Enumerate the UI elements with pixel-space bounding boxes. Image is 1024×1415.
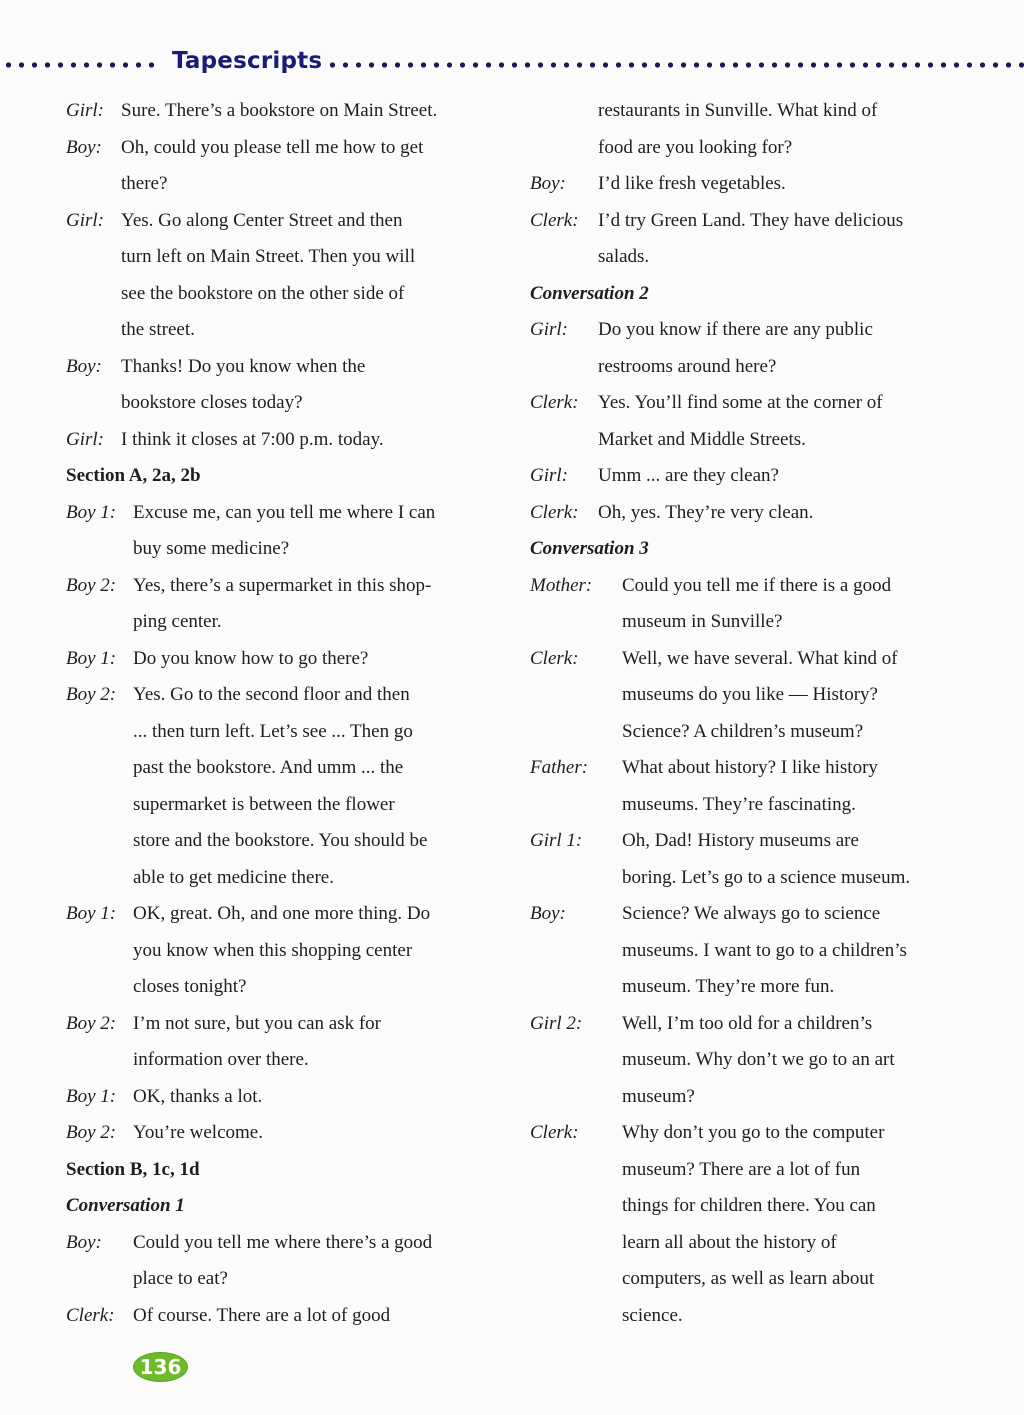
- dialogue-text: Yes, there’s a supermarket in this shop-: [133, 574, 432, 596]
- dialogue-text: Excuse me, can you tell me where I can: [133, 501, 436, 523]
- speaker-label: Girl:: [66, 100, 104, 121]
- dialogue-continuation: [530, 1042, 970, 1079]
- dialogue-continuation: [66, 604, 506, 641]
- speaker-label: Girl:: [66, 428, 104, 450]
- speaker-label: Boy 1:: [66, 903, 117, 924]
- dialogue-continuation: [66, 1261, 506, 1298]
- conversation-heading: [530, 276, 970, 313]
- speaker-label: Boy 2:: [66, 1012, 117, 1034]
- dialogue-continuation: [66, 166, 506, 203]
- speaker-label: Girl 1:: [530, 830, 583, 851]
- dialogue-continuation: [530, 933, 970, 970]
- dialogue-text: museum in Sunville?: [622, 611, 783, 632]
- dialogue-text: ping center.: [133, 611, 222, 632]
- dialogue-continuation: [530, 1188, 970, 1225]
- speaker-label: Boy 2:: [66, 574, 117, 596]
- dialogue-line: [530, 568, 970, 605]
- dialogue-continuation: [530, 130, 970, 167]
- dialogue-text: Yes. Go along Center Street and then: [121, 209, 403, 231]
- dialogue-line: [66, 1298, 506, 1335]
- dialogue-text: Why don’t you go to the computer: [622, 1122, 885, 1143]
- dialogue-text: OK, great. Oh, and one more thing. Do: [133, 903, 431, 924]
- dialogue-text: Yes. Go to the second floor and then: [133, 684, 410, 705]
- dialogue-text: Oh, Dad! History museums are: [622, 830, 859, 851]
- dialogue-text: Do you know how to go there?: [133, 647, 369, 669]
- dialogue-text: museum? There are a lot of fun: [622, 1158, 861, 1180]
- section-heading: [66, 458, 506, 495]
- heading-text: Section A, 2a, 2b: [66, 465, 201, 486]
- heading-text: Conversation 1: [66, 1195, 185, 1216]
- dialogue-line: [530, 166, 970, 203]
- dialogue-continuation: [66, 933, 506, 970]
- dialogue-continuation: [530, 787, 970, 824]
- dialogue-text: Oh, yes. They’re very clean.: [598, 501, 814, 523]
- dialogue-text: museums do you like — History?: [622, 684, 878, 705]
- dialogue-text: Could you tell me if there is a good: [622, 574, 892, 596]
- dialogue-line: [530, 203, 970, 240]
- speaker-label: Girl:: [66, 209, 104, 231]
- dialogue-text: Market and Middle Streets.: [598, 428, 806, 450]
- speaker-label: Clerk:: [530, 392, 579, 413]
- dialogue-continuation: [66, 860, 506, 897]
- dialogue-continuation: [530, 714, 970, 751]
- dialogue-line: [66, 568, 506, 605]
- dialogue-continuation: [530, 349, 970, 386]
- dialogue-line: [66, 93, 506, 130]
- dialogue-continuation: [66, 787, 506, 824]
- speaker-label: Clerk:: [530, 209, 579, 231]
- dialogue-line: [66, 349, 506, 386]
- dialogue-line: [66, 641, 506, 678]
- speaker-label: Boy:: [66, 136, 102, 158]
- dialogue-continuation: [66, 276, 506, 313]
- dialogue-text: there?: [121, 173, 168, 194]
- dialogue-text: Do you know if there are any public: [598, 319, 873, 340]
- dialogue-continuation: [66, 312, 506, 349]
- dialogue-line: [66, 1225, 506, 1262]
- speaker-label: Boy 1:: [66, 647, 117, 669]
- dialogue-line: [530, 750, 970, 787]
- page-title: Tapescripts: [172, 48, 323, 74]
- dialogue-line: [530, 312, 970, 349]
- dialogue-continuation: [530, 677, 970, 714]
- dialogue-continuation: [66, 969, 506, 1006]
- dialogue-text: museums. I want to go to a children’s: [622, 939, 907, 961]
- dialogue-text: I think it closes at 7:00 p.m. today.: [121, 428, 384, 450]
- dialogue-text: learn all about the history of: [622, 1231, 837, 1253]
- speaker-label: Clerk:: [530, 647, 579, 669]
- dialogue-line: [530, 495, 970, 532]
- page-number-badge: 136: [133, 1352, 188, 1382]
- dotted-rule-left: [2, 62, 160, 68]
- dialogue-text: turn left on Main Street. Then you will: [121, 246, 416, 267]
- dialogue-text: place to eat?: [133, 1268, 228, 1289]
- dialogue-text: closes tonight?: [133, 976, 247, 997]
- dialogue-text: Thanks! Do you know when the: [121, 355, 366, 377]
- dialogue-line: [66, 896, 506, 933]
- dialogue-text: ... then turn left. Let’s see ... Then go: [133, 720, 413, 742]
- speaker-label: Boy 1:: [66, 1085, 117, 1107]
- dialogue-continuation: [530, 604, 970, 641]
- left-column: [66, 93, 506, 1334]
- dialogue-text: food are you looking for?: [598, 136, 793, 158]
- dialogue-line: [66, 495, 506, 532]
- dialogue-text: Yes. You’ll find some at the corner of: [598, 392, 883, 413]
- speaker-label: Clerk:: [530, 1122, 579, 1143]
- heading-text: Section B, 1c, 1d: [66, 1158, 200, 1180]
- dialogue-text: Science? A children’s museum?: [622, 720, 864, 742]
- dialogue-text: you know when this shopping center: [133, 939, 413, 961]
- dialogue-text: past the bookstore. And umm ... the: [133, 757, 404, 778]
- dialogue-text: You’re welcome.: [133, 1122, 263, 1143]
- dialogue-line: [66, 1006, 506, 1043]
- speaker-label: Boy:: [530, 903, 566, 924]
- conversation-heading: [66, 1188, 506, 1225]
- speaker-label: Mother:: [530, 574, 593, 596]
- dialogue-text: restaurants in Sunville. What kind of: [598, 100, 878, 121]
- dialogue-text: Well, we have several. What kind of: [622, 647, 898, 669]
- dialogue-text: store and the bookstore. You should be: [133, 830, 428, 851]
- heading-text: Conversation 2: [530, 282, 649, 304]
- speaker-label: Girl:: [530, 319, 568, 340]
- dotted-rule-right: [326, 62, 1024, 68]
- speaker-label: Clerk:: [66, 1304, 115, 1326]
- section-heading: [66, 1152, 506, 1189]
- dialogue-text: Well, I’m too old for a children’s: [622, 1012, 873, 1034]
- dialogue-continuation: [530, 1079, 970, 1116]
- dialogue-text: computers, as well as learn about: [622, 1268, 875, 1289]
- dialogue-text: I’m not sure, but you can ask for: [133, 1012, 381, 1034]
- dialogue-continuation: [530, 1261, 970, 1298]
- dialogue-text: science.: [622, 1304, 683, 1326]
- dialogue-continuation: [530, 1225, 970, 1262]
- conversation-heading: [530, 531, 970, 568]
- dialogue-line: [66, 203, 506, 240]
- dialogue-line: [66, 1079, 506, 1116]
- speaker-label: Girl:: [530, 465, 568, 486]
- dialogue-continuation: [66, 1042, 506, 1079]
- dialogue-continuation: [66, 385, 506, 422]
- dialogue-line: [530, 1006, 970, 1043]
- dialogue-text: museum?: [622, 1085, 695, 1107]
- heading-text: Conversation 3: [530, 538, 649, 559]
- dialogue-continuation: [530, 422, 970, 459]
- dialogue-line: [530, 823, 970, 860]
- speaker-label: Boy:: [66, 1231, 102, 1253]
- dialogue-text: OK, thanks a lot.: [133, 1085, 263, 1107]
- speaker-label: Boy:: [66, 355, 102, 377]
- dialogue-text: see the bookstore on the other side of: [121, 282, 405, 304]
- dialogue-continuation: [66, 239, 506, 276]
- speaker-label: Boy 2:: [66, 684, 117, 705]
- right-column: [530, 93, 970, 1334]
- dialogue-text: things for children there. You can: [622, 1195, 876, 1216]
- dialogue-line: [66, 677, 506, 714]
- dialogue-continuation: [66, 823, 506, 860]
- dialogue-text: museum. They’re more fun.: [622, 976, 835, 997]
- dialogue-continuation: [530, 93, 970, 130]
- dialogue-continuation: [66, 750, 506, 787]
- dialogue-line: [530, 641, 970, 678]
- dialogue-text: Science? We always go to science: [622, 903, 881, 924]
- dialogue-continuation: [66, 714, 506, 751]
- dialogue-text: I’d like fresh vegetables.: [598, 173, 786, 194]
- dialogue-text: buy some medicine?: [133, 538, 290, 559]
- dialogue-text: able to get medicine there.: [133, 866, 334, 888]
- dialogue-text: restrooms around here?: [598, 355, 777, 377]
- dialogue-line: [66, 1115, 506, 1152]
- dialogue-text: boring. Let’s go to a science museum.: [622, 866, 911, 888]
- dialogue-continuation: [530, 1152, 970, 1189]
- speaker-label: Clerk:: [530, 501, 579, 523]
- speaker-label: Girl 2:: [530, 1012, 583, 1034]
- dialogue-continuation: [66, 531, 506, 568]
- speaker-label: Father:: [530, 757, 589, 778]
- dialogue-text: museum. Why don’t we go to an art: [622, 1049, 895, 1070]
- dialogue-text: Umm ... are they clean?: [598, 465, 779, 486]
- dialogue-line: [530, 896, 970, 933]
- dialogue-line: [66, 130, 506, 167]
- dialogue-text: Of course. There are a lot of good: [133, 1304, 391, 1326]
- dialogue-line: [530, 1115, 970, 1152]
- dialogue-text: the street.: [121, 319, 195, 340]
- dialogue-line: [66, 422, 506, 459]
- dialogue-text: information over there.: [133, 1049, 309, 1070]
- dialogue-text: Could you tell me where there’s a good: [133, 1231, 433, 1253]
- page-header: [0, 48, 1024, 82]
- dialogue-text: salads.: [598, 246, 650, 267]
- dialogue-line: [530, 458, 970, 495]
- dialogue-text: I’d try Green Land. They have delicious: [598, 209, 904, 231]
- dialogue-text: What about history? I like history: [622, 757, 878, 778]
- speaker-label: Boy:: [530, 173, 566, 194]
- dialogue-text: supermarket is between the flower: [133, 793, 395, 815]
- dialogue-text: Sure. There’s a bookstore on Main Street.: [121, 100, 438, 121]
- dialogue-continuation: [530, 1298, 970, 1335]
- dialogue-text: Oh, could you please tell me how to get: [121, 136, 424, 158]
- dialogue-line: [530, 385, 970, 422]
- dialogue-continuation: [530, 860, 970, 897]
- dialogue-continuation: [530, 239, 970, 276]
- dialogue-text: museums. They’re fascinating.: [622, 793, 856, 815]
- dialogue-continuation: [530, 969, 970, 1006]
- dialogue-text: bookstore closes today?: [121, 392, 303, 413]
- speaker-label: Boy 1:: [66, 501, 117, 523]
- speaker-label: Boy 2:: [66, 1122, 117, 1143]
